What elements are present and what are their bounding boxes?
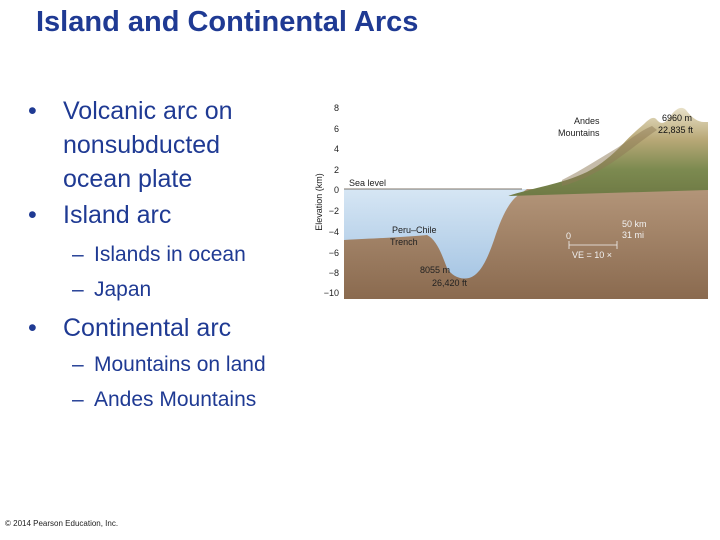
scale-mi: 31 mi [622, 230, 645, 240]
sub-bullet-text: Japan [94, 278, 152, 301]
scale-km: 50 km [622, 219, 647, 229]
andes-label: Andes [574, 116, 600, 126]
bullet-dot: • [28, 314, 37, 342]
tick-label: 0 [333, 185, 339, 195]
sub-bullet-islands-in-ocean [72, 241, 246, 269]
trench-label: Peru–Chile [392, 225, 437, 235]
sub-bullet-japan [72, 276, 151, 304]
tick-label: 8 [333, 103, 339, 113]
tick-label: 4 [333, 144, 339, 154]
copyright-notice: © 2014 Pearson Education, Inc. [5, 519, 119, 528]
sub-bullet-text: Andes Mountains [94, 388, 257, 411]
bullet-text: Island arc [63, 201, 172, 229]
sub-bullet-text: Mountains on land [94, 353, 266, 376]
tick-label: −2 [328, 206, 339, 216]
tick-label: −8 [328, 268, 339, 278]
bullet-text-rest: on [197, 97, 233, 125]
peak-height-m: 6960 m [662, 113, 693, 123]
sub-bullet-andes-mountains [72, 386, 256, 414]
sub-bullet-mountains-on-land [72, 351, 266, 379]
trench-label: Trench [390, 237, 418, 247]
tick-label: −4 [328, 227, 339, 237]
axis-label-elevation: Elevation (km) [314, 173, 324, 231]
andes-label: Mountains [558, 128, 600, 138]
bullet-text-line3: ocean plate [63, 165, 193, 193]
sub-bullet-text: Islands in ocean [94, 243, 246, 266]
tick-label: 2 [333, 165, 339, 175]
bullet-dot: • [28, 201, 37, 229]
scale-zero: 0 [566, 231, 572, 241]
sea-level-label: Sea level [349, 178, 387, 188]
sub-bullet-dash: – [72, 388, 84, 411]
tick-label: −10 [323, 288, 339, 298]
elevation-ticks [324, 103, 339, 298]
bullet-text: Continental arc [63, 314, 232, 342]
bullet-text-line2: nonsubducted [63, 131, 221, 159]
trench-depth-ft: 26,420 ft [432, 278, 468, 288]
highlight-volcanic-arc: Volcanic arc [63, 97, 198, 125]
slide-title: Island and Continental Arcs [36, 6, 419, 38]
peak-height-ft: 22,835 ft [658, 125, 694, 135]
sub-bullet-dash: – [72, 243, 84, 266]
arc-cross-section-figure [312, 100, 712, 305]
sub-bullet-dash: – [72, 353, 84, 376]
tick-label: 6 [333, 124, 339, 134]
bullet-text [63, 94, 333, 196]
trench-depth-m: 8055 m [420, 265, 451, 275]
sub-bullet-dash: – [72, 278, 84, 301]
tick-label: −6 [328, 248, 339, 258]
vertical-exaggeration: VE = 10 × [572, 250, 613, 260]
bullet-dot: • [28, 97, 37, 125]
